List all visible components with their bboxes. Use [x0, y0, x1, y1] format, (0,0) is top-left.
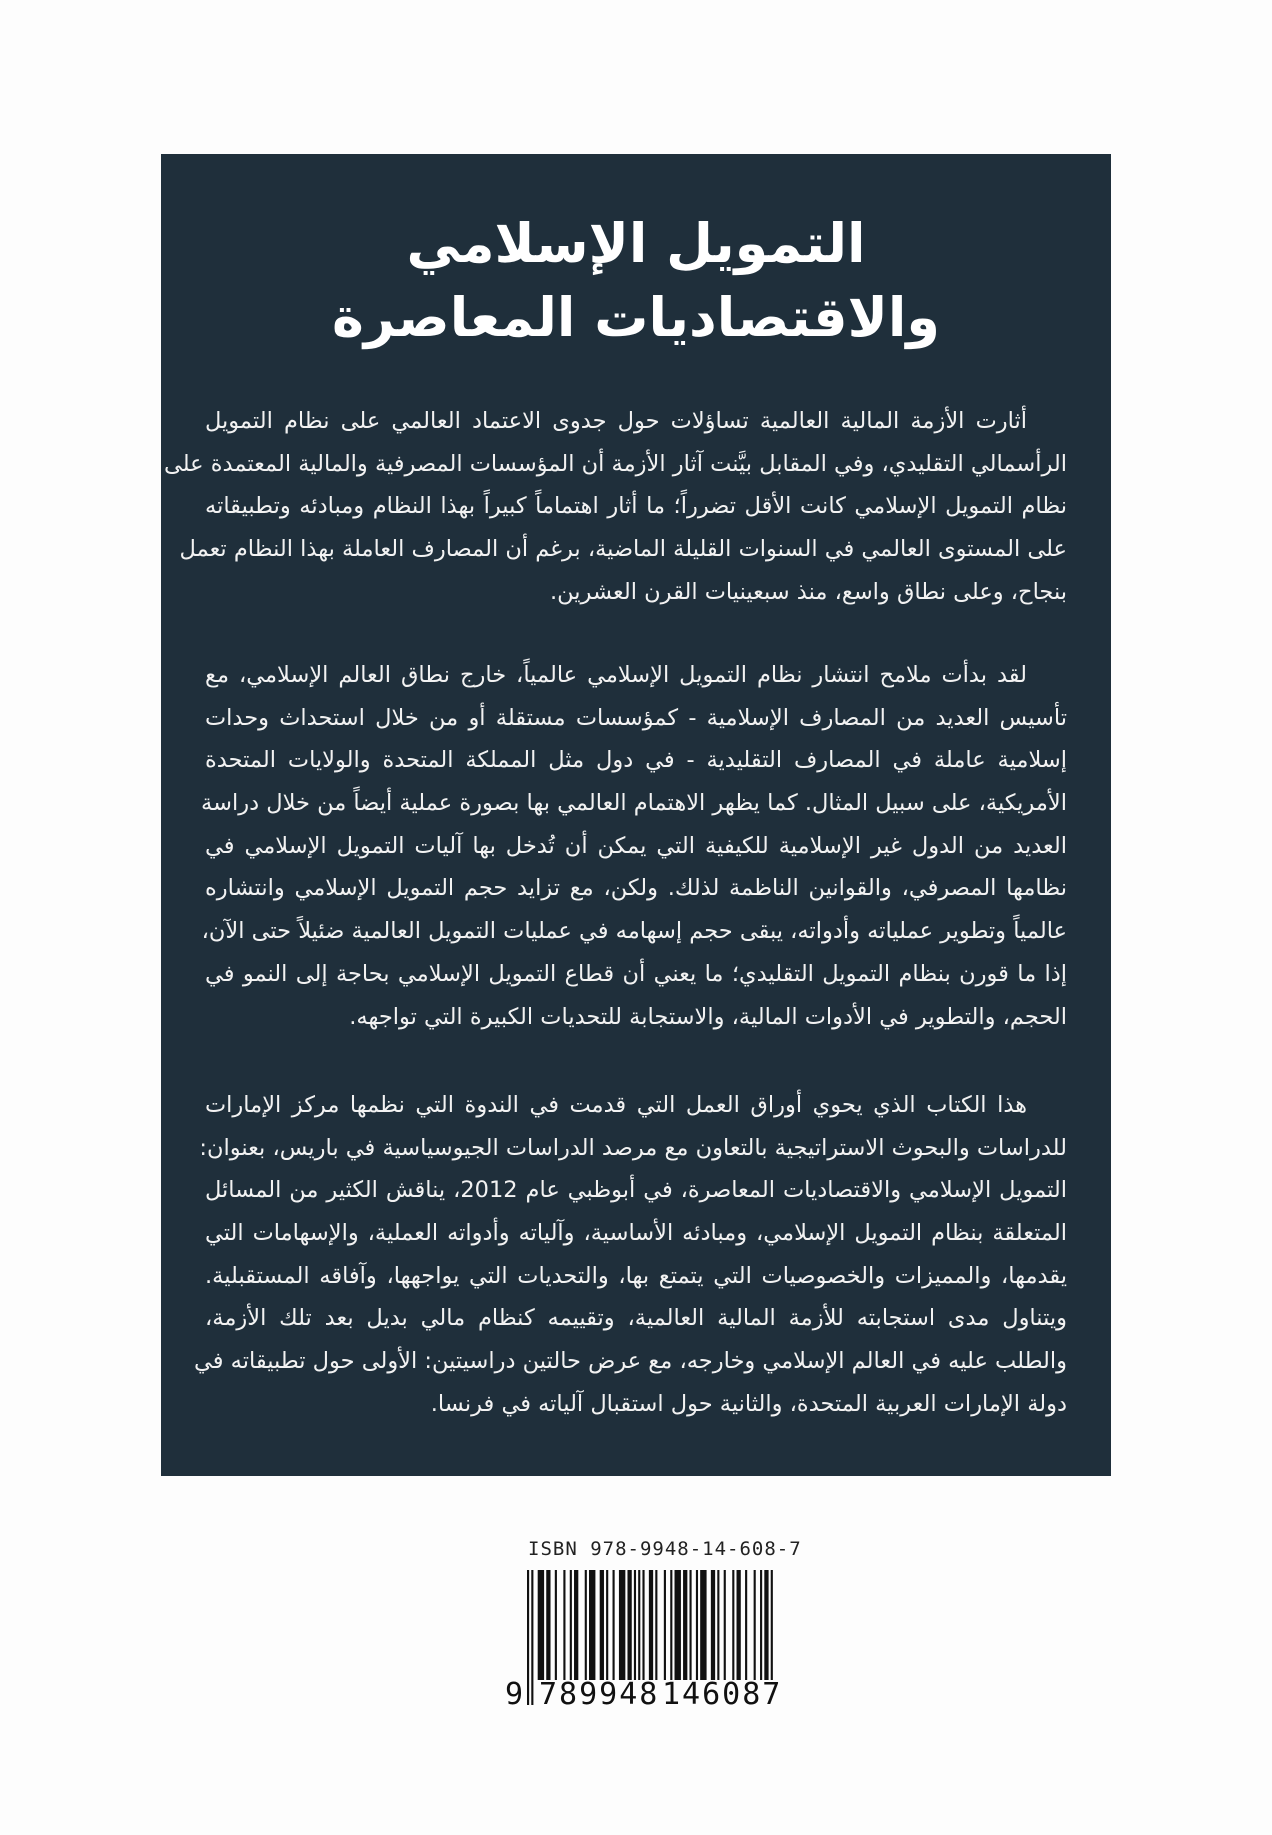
- barcode-digits-right: 146087: [662, 1677, 783, 1712]
- barcode-bar: [638, 1570, 640, 1688]
- paragraph-line: ويتناول مدى استجابته للأزمة المالية العالمية، وتقييمه كنظام مالي بديل بعد تلك الأزمة،: [205, 1305, 1067, 1332]
- barcode-bar: [546, 1570, 550, 1688]
- barcode-bar: [689, 1570, 691, 1688]
- barcode-bar: [627, 1570, 631, 1688]
- barcode-bar: [696, 1570, 698, 1688]
- paragraph-line: الرأسمالي التقليدي، وفي المقابل بيَّنت آثار الأزمة أن المؤسسات المصرفية والمالية المعتمدة على: [163, 450, 1067, 477]
- paragraph-line: دولة الإمارات العربية المتحدة، والثانية حول استقبال آلياته في فرنسا.: [430, 1390, 1067, 1417]
- paragraph-line: هذا الكتاب الذي يحوي أوراق العمل التي قدمت في الندوة التي نظمها مركز الإمارات: [205, 1092, 1027, 1118]
- paragraph-line: الأمريكية، على سبيل المثال. كما يظهر الاهتمام العالمي بها بصورة عملية أيضاً من خلال دراسة: [201, 790, 1067, 817]
- barcode-bar: [664, 1570, 666, 1688]
- paragraph-line: المتعلقة بنظام التمويل الإسلامي، ومبادئه الأساسية، وآلياته وأدواته العملية، والإسهامات التي: [205, 1220, 1067, 1247]
- barcode-bar: [732, 1570, 734, 1688]
- barcode-bar: [555, 1570, 557, 1688]
- isbn-label: ISBN 978-9948-14-608-7: [528, 1538, 802, 1560]
- barcode-bar: [570, 1570, 572, 1688]
- barcode-digit-first: 9: [505, 1677, 526, 1712]
- barcode-bar: [670, 1570, 672, 1688]
- barcode-bar: [563, 1570, 565, 1688]
- barcode-bar: [538, 1570, 544, 1688]
- paragraph-line: العديد من الدول غير الإسلامية للكيفية التي يمكن أن تُدخل بها آليات التمويل الإسلامي في: [205, 832, 1067, 859]
- paragraph-2: [201, 654, 1067, 1038]
- book-title-line-1: التمويل الإسلامي: [406, 212, 866, 275]
- barcode-bar: [760, 1570, 762, 1688]
- barcode-digits-left: 789948: [539, 1677, 660, 1712]
- barcode-bar: [589, 1570, 595, 1688]
- paragraph-line: تأسيس العديد من المصارف الإسلامية - كمؤسسات مستقلة أو من خلال استحداث وحدات: [205, 704, 1067, 731]
- barcode-bar: [700, 1570, 706, 1688]
- book-title-line-2: والاقتصاديات المعاصرة: [332, 286, 940, 349]
- paragraph-line: التمويل الإسلامي والاقتصاديات المعاصرة، في أبوظبي عام 2012، يناقش الكثير من المسائل: [205, 1177, 1067, 1204]
- paragraph-line: إسلامية عاملة في المصارف التقليدية - في دول مثل المملكة المتحدة والولايات المتحدة: [205, 747, 1067, 774]
- paragraph-line: نظامها المصرفي، والقوانين الناظمة لذلك. ولكن، مع تزايد حجم التمويل الإسلامي وانتشاره: [205, 875, 1067, 902]
- paragraph-line: والطلب عليه في العالم الإسلامي وخارجه، مع عرض حالتين دراسيتين: الأولى حول تطبيقاته في: [194, 1348, 1067, 1375]
- barcode-bar: [745, 1570, 747, 1688]
- barcode-bar: [606, 1570, 608, 1688]
- barcode-bar: [683, 1570, 687, 1688]
- barcode-bar: [724, 1570, 726, 1688]
- barcode-bar: [754, 1570, 756, 1688]
- paragraph-line: نظام التمويل الإسلامي كانت الأقل تضرراً؛ ما أثار اهتماماً كبيراً بهذا النظام ومبادئه وتطبيقاته: [205, 493, 1067, 520]
- barcode-bar: [619, 1570, 625, 1688]
- paragraph-line: على المستوى العالمي في السنوات القليلة الماضية، برغم أن المصارف العاملة بهذا النظام تعمل: [179, 536, 1067, 563]
- back-cover-panel: [161, 154, 1111, 1476]
- barcode-bar: [711, 1570, 715, 1688]
- barcode-bar: [613, 1570, 615, 1688]
- barcode-bar: [574, 1570, 578, 1688]
- paragraph-line: عالمياً وتطوير عملياته وأدواته، يبقى حجم إسهامه في عمليات التمويل العالمية ضئيلاً حتى الآن،: [201, 918, 1067, 945]
- barcode-bar: [600, 1570, 604, 1688]
- barcode-bar: [642, 1570, 644, 1688]
- paragraph-line: إذا ما قورن بنظام التمويل التقليدي؛ ما يعني أن قطاع التمويل الإسلامي بحاجة إلى النمو في: [205, 960, 1067, 987]
- barcode-bar: [737, 1570, 741, 1688]
- paragraph-line: للدراسات والبحوث الاستراتيجية بالتعاون مع مرصد الدراسات الجيوسياسية في باريس، بعنوان:: [199, 1134, 1067, 1161]
- paragraph-line: لقد بدأت ملامح انتشار نظام التمويل الإسلامي عالمياً، خارج نطاق العالم الإسلامي، مع: [205, 662, 1027, 688]
- barcode-bar: [531, 1570, 533, 1705]
- paragraph-3: [194, 1084, 1067, 1426]
- paragraph-line: يقدمها، والمميزات والخصوصيات التي يتمتع بها، والتحديات التي يواجهها، وآفاقه المستقبلية.: [205, 1262, 1067, 1289]
- paragraph-line: أثارت الأزمة المالية العالمية تساؤلات حول جدوى الاعتماد العالمي على نظام التمويل: [205, 408, 1027, 434]
- paragraph-line: الحجم، والتطوير في الأدوات المالية، والاستجابة للتحديات الكبيرة التي تواجهه.: [349, 1003, 1067, 1030]
- barcode-bar: [585, 1570, 587, 1688]
- paragraph-line: بنجاح، وعلى نطاق واسع، منذ سبعينيات القرن العشرين.: [550, 578, 1067, 605]
- barcode-bar: [634, 1570, 636, 1688]
- barcode-bar: [675, 1570, 681, 1688]
- paragraph-1: [163, 400, 1067, 613]
- barcode-bar: [717, 1570, 719, 1688]
- barcode-bar: [527, 1570, 529, 1705]
